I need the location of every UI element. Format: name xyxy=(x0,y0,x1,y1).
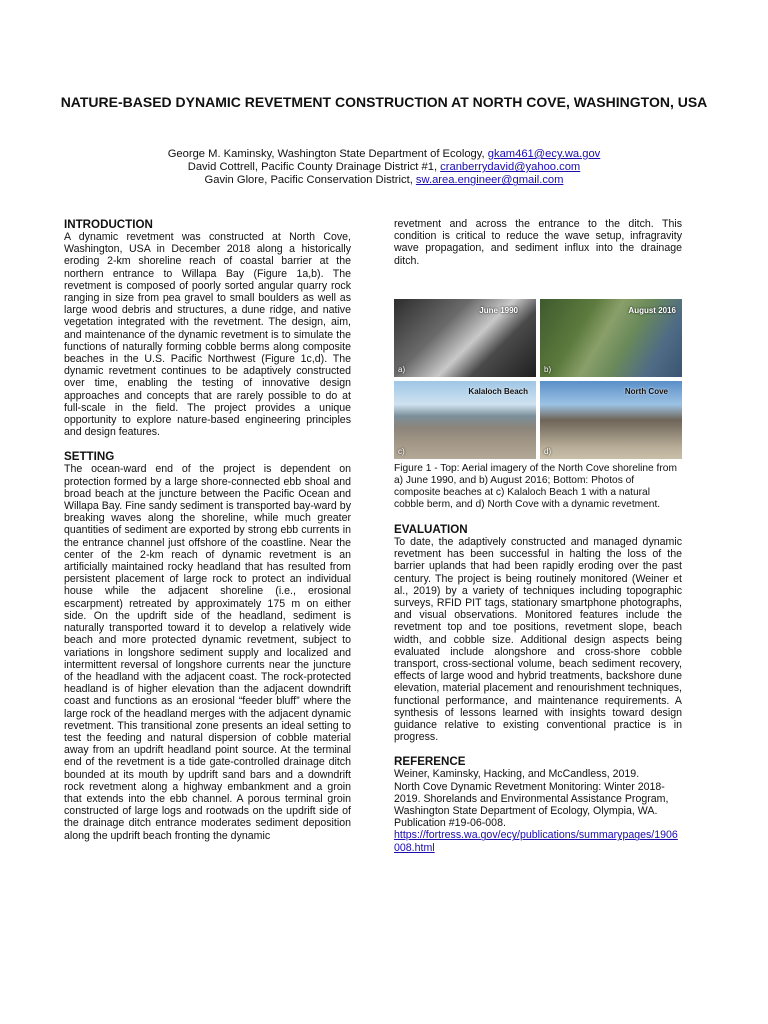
setting-body: The ocean-ward end of the project is dependent on protection formed by a large shore-connected ebb shoal and broad beach at the juncture between the Pacific Ocean and Willapa Bay. Fine sandy sediment is transported bay-ward by breaking waves along the shoreline, while much greater quantities of sediment are exported by strong ebb currents in the entrance channel just offshore of the coastline. Near the center of the 2-km reach of dynamic revetment is an artificially maintained rocky headland that has resulted from persistent placement of large rock to protect an individual house while the adjacent shoreline (i.e., erosional escarpment) retreated by approximately 175 m on either side. On the updrift side of the headland, sediment is naturally transported toward it to develop a relatively wide beach and more protected dynamic revetment, subject to variations in longshore sediment supply and localized and intermittent reversal of longshore currents near the juncture of the headland with the adjacent coast. The rock-protected headland is of higher elevation than the adjacent downdrift coast and functions as an erosional “feeder bluff” where the large rock of the headland merges with the adjacent dynamic revetment. This transitional zone presents an ideal setting to test the feeding and natural dispersion of cobble material away from an updrift headland point source. At the terminal end of the revetment is a tide gate-controlled drainage ditch bounded at its mouth by updrift sand bars and a downdrift rock revetment along a highway embankment and a groin that extends into the ebb channel. A porous terminal groin constructed of large logs and rootwads on the updrift side of the drainage ditch entrance moderates sediment deposition along the updrift beach fronting the dynamic xyxy=(64,463,351,842)
author-email-link[interactable]: gkam461@ecy.wa.gov xyxy=(487,148,601,160)
panel-label: Kalaloch Beach xyxy=(468,387,528,396)
introduction-body: A dynamic revetment was constructed at North Cove, Washington, USA in December 2018 along a historically eroding 2-km shoreline reach of coastal barrier at the northern entrance to Willapa Bay (Figure 1a,b). The revetment is composed of poorly sorted angular quarry rock ranging in size from pea gravel to small boulders as well as large wood debris and structures, a dune ridge, and native vegetation integrated with the revetment. The design, aim, and maintenance of the dynamic revetment is to simulate the functions of naturally forming cobble berms along composite beaches in the U.S. Pacific Northwest (Figure 1c,d). The dynamic revetment continues to be adaptively constructed over time, enabling the testing of innovative design approaches and concepts that are rarely possible to do at full-scale in the field. The project provides a unique opportunity to explore nature-based engineering principles and design features. xyxy=(64,231,351,439)
panel-letter: b) xyxy=(544,365,552,374)
panel-label: North Cove xyxy=(624,387,668,396)
panel-letter: d) xyxy=(544,447,552,456)
reference-url-link[interactable]: https://fortress.wa.gov/ecy/publications/summarypages/1906008.html xyxy=(394,829,678,854)
figure-1 xyxy=(394,299,682,459)
author-line xyxy=(60,161,708,174)
panel-label: August 2016 xyxy=(628,306,676,315)
panel-letter: c) xyxy=(398,447,405,456)
author-line xyxy=(60,174,708,187)
setting-body-continued: revetment and across the entrance to the ditch. This condition is critical to reduce the wave setup, infragravity wave propagation, and sediment influx into the drainage ditch. xyxy=(394,218,682,267)
author-list xyxy=(60,148,708,188)
section-heading-setting: SETTING xyxy=(64,450,115,464)
photo-north-cove xyxy=(540,381,682,459)
author-affiliation: Gavin Glore, Pacific Conservation District, xyxy=(204,174,416,187)
right-column xyxy=(394,218,682,267)
section-heading-evaluation: EVALUATION xyxy=(394,523,468,536)
reference-details: North Cove Dynamic Revetment Monitoring: Winter 2018-2019. Shorelands and Environmental Assistance Program, Washington State Department of Ecology, Olympia, WA. Publication #19-06-008. xyxy=(394,780,669,830)
aerial-photo-1990 xyxy=(394,299,536,377)
paper-title: NATURE-BASED DYNAMIC REVETMENT CONSTRUCTION AT NORTH COVE, WASHINGTON, USA xyxy=(60,94,708,110)
author-affiliation: George M. Kaminsky, Washington State Department of Ecology, xyxy=(167,148,488,160)
panel-label: June 1990 xyxy=(479,306,518,315)
evaluation-body: To date, the adaptively constructed and managed dynamic revetment has been successful in halting the loss of the barrier uplands that had been rapidly eroding over the past century. The project is being routinely monitored (Weiner et al., 2019) by a variety of techniques including topographic surveys, RFID PIT tags, stationary smartphone photographs, and visual observations. Monitored features include the revetment top and toe positions, revetment slope, beach width, and cobble size. Additional design aspects being evaluated include alongshore and cross-shore cobble transport, cross-sectional volume, beach sediment recovery, effects of large wood and hybrid treatments, backshore dune elevation, material placement and renourishment techniques, functional performance, and maintenance requirements. A synthesis of lessons learned with insights toward design guidance relative to existing conventional practice is in progress. xyxy=(394,536,682,744)
right-column-lower xyxy=(394,463,682,854)
section-heading-introduction: INTRODUCTION xyxy=(64,218,153,231)
author-affiliation: David Cottrell, Pacific County Drainage District #1, xyxy=(187,161,441,174)
figure-caption: Figure 1 - Top: Aerial imagery of the North Cove shoreline from a) June 1990, and b) August 2016; Bottom: Photos of composite beaches at c) Kalaloch Beach 1 with a natural cobble berm, and d) North Cove with a dynamic revetment. xyxy=(394,463,677,510)
panel-letter: a) xyxy=(398,365,406,374)
author-email-link[interactable]: sw.area.engineer@gmail.com xyxy=(415,174,564,187)
aerial-photo-2016 xyxy=(540,299,682,377)
author-line xyxy=(60,148,708,161)
left-column xyxy=(64,218,351,842)
section-heading-reference: REFERENCE xyxy=(394,755,466,769)
reference-citation: Weiner, Kaminsky, Hacking, and McCandless, 2019. xyxy=(394,768,640,781)
author-email-link[interactable]: cranberrydavid@yahoo.com xyxy=(440,161,581,174)
photo-kalaloch-beach xyxy=(394,381,536,459)
